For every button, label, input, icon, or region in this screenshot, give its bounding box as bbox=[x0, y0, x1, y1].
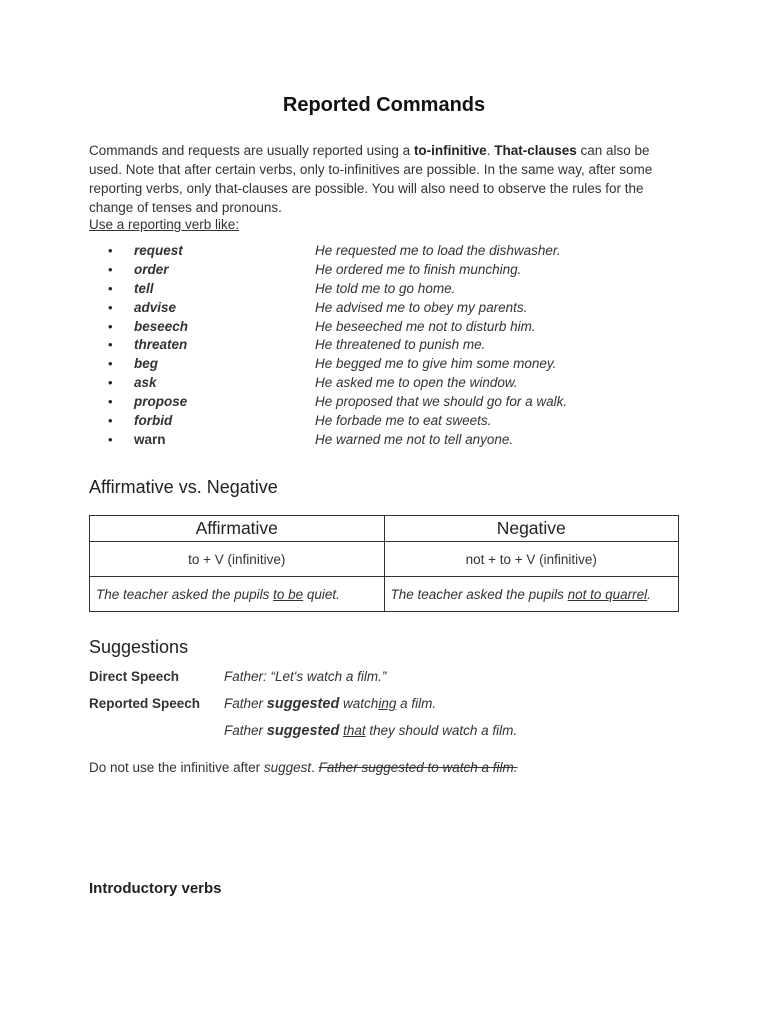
verb-example: He warned me not to tell anyone. bbox=[315, 431, 514, 447]
note-text: . bbox=[311, 760, 319, 775]
example-text: . bbox=[647, 586, 651, 602]
verb-example: He told me to go home. bbox=[315, 280, 456, 296]
list-item bbox=[108, 262, 668, 281]
verb-example: He begged me to give him some money. bbox=[315, 356, 557, 372]
direct-speech-text: Father: “Let's watch a film.” bbox=[224, 669, 387, 684]
example-text: The teacher asked the pupils bbox=[390, 586, 568, 602]
intro-text-2: . bbox=[486, 143, 495, 158]
example-bold: suggested bbox=[266, 723, 340, 739]
verb-example: He asked me to open the window. bbox=[315, 375, 518, 391]
negative-header: Negative bbox=[384, 516, 679, 542]
affirmative-negative-heading: Affirmative vs. Negative bbox=[89, 477, 278, 497]
verb-example: He requested me to load the dishwasher. bbox=[315, 243, 561, 258]
verb-term: warn bbox=[134, 431, 166, 447]
example-text: Father bbox=[224, 723, 267, 738]
list-item bbox=[108, 319, 668, 338]
bullet-icon: • bbox=[108, 375, 113, 391]
example-text: quiet. bbox=[303, 586, 340, 602]
suggest-note bbox=[89, 760, 518, 775]
bullet-icon: • bbox=[108, 318, 113, 334]
intro-bold-to-infinitive: to-infinitive bbox=[413, 143, 487, 158]
affirmative-header: Affirmative bbox=[90, 516, 385, 542]
bullet-icon: • bbox=[108, 413, 113, 429]
reported-example-1 bbox=[224, 696, 436, 712]
verb-term: ask bbox=[134, 375, 157, 391]
bullet-icon: • bbox=[108, 299, 113, 315]
list-item bbox=[108, 337, 668, 356]
verb-example: He threatened to punish me. bbox=[315, 337, 486, 353]
list-item bbox=[108, 300, 668, 319]
verb-example: He forbade me to eat sweets. bbox=[315, 413, 492, 429]
intro-paragraph bbox=[89, 141, 679, 217]
example-text: watch bbox=[339, 696, 379, 711]
example-underlined: that bbox=[343, 723, 366, 738]
note-text: Do not use the infinitive after bbox=[89, 760, 264, 775]
verb-term: tell bbox=[134, 280, 154, 296]
verb-term: beg bbox=[134, 356, 159, 372]
suggestions-heading: Suggestions bbox=[89, 637, 189, 657]
reporting-verb-list bbox=[108, 243, 668, 451]
verb-term: forbid bbox=[134, 413, 173, 429]
table-row bbox=[90, 577, 679, 612]
list-item bbox=[108, 356, 668, 375]
verb-example: He beseeched me not to disturb him. bbox=[315, 318, 536, 334]
reporting-verb-prompt: Use a reporting verb like: bbox=[89, 217, 240, 232]
intro-text-3: can also be used. Note that after certain verbs, only to-infinitives are possible. In the same way, after some reporting verbs, only that-clauses are possible. You will also need to observe the rules for the change of tenses and pronouns. bbox=[89, 143, 653, 215]
affirmative-example bbox=[90, 577, 385, 612]
example-underlined: to be bbox=[273, 586, 304, 602]
negative-example bbox=[384, 577, 679, 612]
note-strikethrough: Father suggested to watch a film. bbox=[318, 760, 518, 775]
list-item bbox=[108, 243, 668, 262]
list-item bbox=[108, 432, 668, 451]
reported-speech-label: Reported Speech bbox=[89, 696, 201, 711]
verb-example: He advised me to obey my parents. bbox=[315, 299, 528, 315]
example-underlined: not to quarrel bbox=[567, 586, 648, 602]
table-row bbox=[90, 542, 679, 577]
verb-term: advise bbox=[134, 299, 177, 315]
affirmative-rule: to + V (infinitive) bbox=[90, 542, 385, 577]
list-item bbox=[108, 281, 668, 300]
verb-term: threaten bbox=[134, 337, 188, 353]
negative-rule: not + to + V (infinitive) bbox=[384, 542, 679, 577]
verb-term: beseech bbox=[134, 318, 189, 334]
bullet-icon: • bbox=[108, 243, 113, 258]
verb-term: propose bbox=[134, 394, 188, 410]
reported-example-2 bbox=[224, 723, 517, 739]
verb-example: He proposed that we should go for a walk. bbox=[315, 394, 568, 410]
example-bold: suggested bbox=[266, 696, 340, 712]
direct-speech-label: Direct Speech bbox=[89, 669, 180, 684]
introductory-verbs-heading: Introductory verbs bbox=[89, 880, 222, 897]
verb-term: order bbox=[134, 261, 169, 277]
bullet-icon: • bbox=[108, 356, 113, 372]
verb-example: He ordered me to finish munching. bbox=[315, 261, 522, 277]
affirmative-negative-table bbox=[89, 515, 679, 612]
verb-term: request bbox=[134, 243, 183, 258]
example-text: The teacher asked the pupils bbox=[96, 586, 274, 602]
bullet-icon: • bbox=[108, 431, 113, 447]
example-text: Father bbox=[224, 696, 267, 711]
table-header-row bbox=[90, 516, 679, 542]
list-item bbox=[108, 394, 668, 413]
bullet-icon: • bbox=[108, 280, 113, 296]
intro-text-1: Commands and requests are usually reported using a bbox=[89, 143, 414, 158]
page-title: Reported Commands bbox=[282, 94, 486, 116]
list-item bbox=[108, 413, 668, 432]
intro-bold-that-clauses: That-clauses bbox=[494, 143, 577, 158]
note-italic: suggest bbox=[263, 760, 312, 775]
list-item bbox=[108, 375, 668, 394]
example-underlined: ing bbox=[378, 696, 397, 711]
example-text: they should watch a film. bbox=[365, 723, 518, 738]
example-text: a film. bbox=[396, 696, 437, 711]
bullet-icon: • bbox=[108, 261, 113, 277]
bullet-icon: • bbox=[108, 337, 113, 353]
bullet-icon: • bbox=[108, 394, 113, 410]
